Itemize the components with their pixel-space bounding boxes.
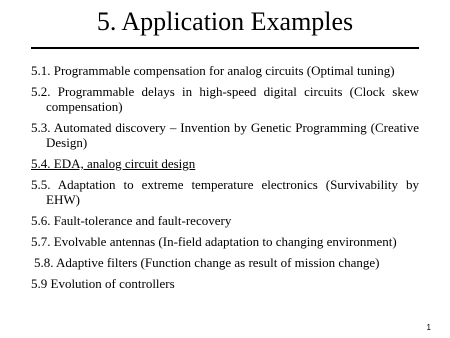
- list-item-5-6: 5.6. Fault-tolerance and fault-recovery: [31, 213, 232, 228]
- list-item-5-2: 5.2. Programmable delays in high-speed digital circuits (Clock skew compensation): [31, 84, 419, 114]
- title-underline-rule: [31, 47, 419, 49]
- list-item-5-5: 5.5. Adaptation to extreme temperature electronics (Survivability by EHW): [31, 177, 419, 207]
- list-item-5-4: [31, 156, 419, 171]
- slide-title: 5. Application Examples: [96, 7, 354, 36]
- list-item-5-1: 5.1. Programmable compensation for analog circuits (Optimal tuning): [31, 63, 395, 78]
- page-number: 1: [426, 323, 431, 332]
- list-item-5-4-text: 5.4. EDA, analog circuit design: [31, 156, 196, 171]
- bullet-list: [31, 63, 419, 297]
- list-item-5-3: 5.3. Automated discovery – Invention by Genetic Programming (Creative Design): [31, 120, 419, 150]
- list-item-5-9: 5.9 Evolution of controllers: [31, 276, 175, 291]
- list-item-5-8: 5.8. Adaptive filters (Function change as result of mission change): [34, 255, 380, 270]
- list-item-5-7: 5.7. Evolvable antennas (In-field adaptation to changing environment): [31, 234, 397, 249]
